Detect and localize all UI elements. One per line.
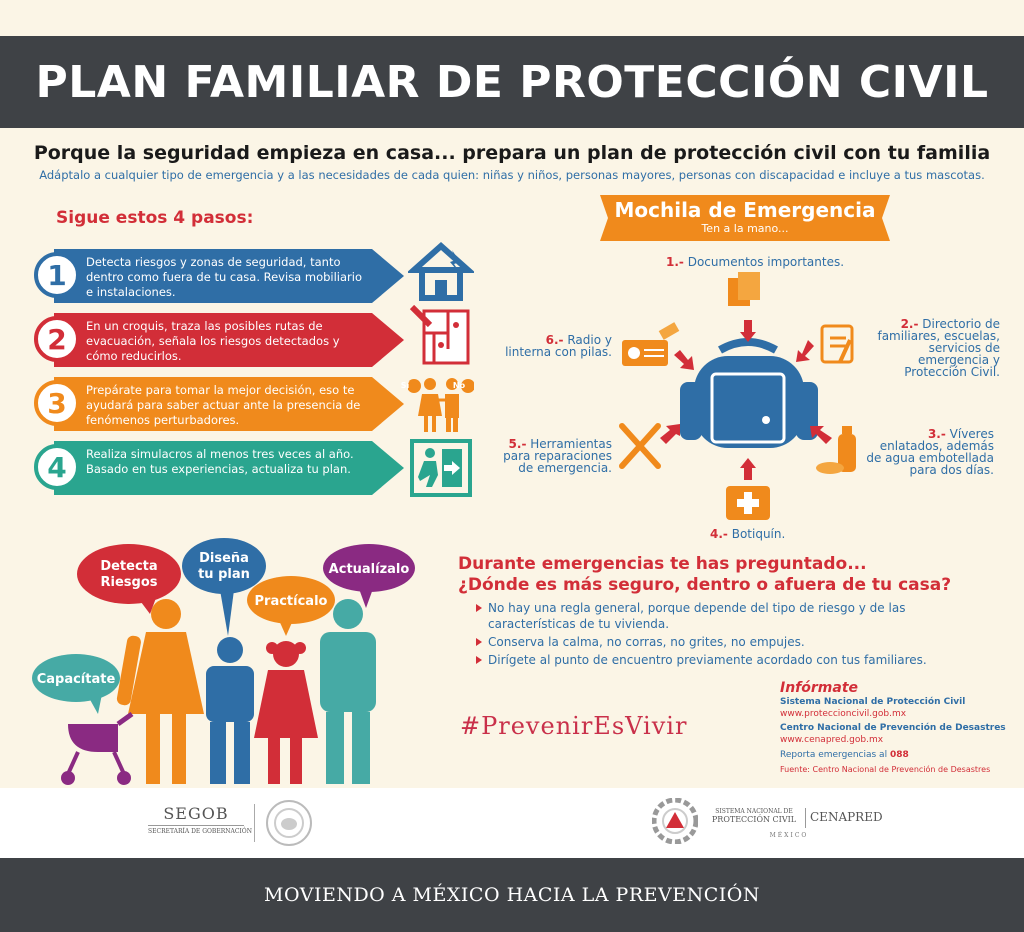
step-3-number: 3 (34, 380, 80, 426)
bubble-disena-text-2: tu plan (198, 567, 250, 582)
info-source: Fuente: Centro Nacional de Prevención de Desastres (780, 765, 991, 774)
backpack-diagram (600, 270, 900, 520)
house-icon (408, 240, 474, 302)
step-3 (34, 377, 404, 431)
bubble-disena-text-1: Diseña (199, 551, 249, 566)
bullet-item: No hay una regla general, porque depende del tipo de riesgo y de las características de tu vivienda. (476, 600, 956, 632)
exit-icon (408, 437, 474, 499)
info-report: Reporta emergencias al 088 (780, 750, 909, 760)
step-4 (34, 441, 404, 495)
bullet-item: Dirígete al punto de encuentro previamente acordado con tus familiares. (476, 652, 956, 668)
bubble-actualizalo-text: Actualízalo (328, 562, 410, 577)
during-line-1: Durante emergencias te has preguntado... (458, 554, 867, 574)
mochila-item-5: 5.- Herramientas para reparaciones de emergencia. (503, 437, 612, 475)
hashtag: #PrevenirEsVivir (460, 712, 688, 740)
bubble-detecta-text-2: Riesgos (100, 575, 158, 590)
top-band (0, 0, 1024, 36)
footer-bar (0, 858, 1024, 932)
info-url1[interactable]: www.proteccioncivil.gob.mx (780, 709, 907, 719)
family-illustration (28, 538, 448, 788)
during-line-2: ¿Dónde es más seguro, dentro o afuera de tu casa? (458, 575, 952, 595)
mochila-item-4: 4.- Botiquín. (710, 527, 786, 541)
info-title: Infórmate (780, 680, 859, 696)
bubble-detecta-text-1: Detecta (100, 559, 158, 574)
mochila-item-1: 1.- Documentos importantes. (666, 255, 845, 269)
subtitle: Porque la seguridad empieza en casa... prepara un plan de protección civil con tu familia (33, 142, 991, 164)
stroller-icon (61, 714, 132, 785)
decision-no: No (452, 381, 466, 390)
divider (254, 804, 255, 842)
bubble-practicalo-text: Practícalo (254, 594, 328, 609)
step-1-number: 1 (34, 252, 80, 298)
step-1-text: Detecta riesgos y zonas de seguridad, tanto dentro como fuera de tu casa. Revisa mobiliario e instalaciones. (86, 255, 363, 299)
floorplan-icon (408, 305, 474, 367)
step-3-text: Prepárate para tomar la mejor decisión, eso te ayudará para saber actuar ante la presencia de fenómenos perturbadores. (86, 383, 361, 427)
mother-figure (116, 599, 204, 784)
info-panel (780, 680, 1010, 776)
sinaproc-text: SISTEMA NACIONAL DE PROTECCIÓN CIVIL (711, 808, 797, 824)
mochila-subtitle: Ten a la mano... (701, 222, 789, 235)
subtext: Adáptalo a cualquier tipo de emergencia y a las necesidades de cada quien: niñas y niños, personas mayores, personas con discapacidad e incluye a tus mascotas. (39, 168, 985, 182)
directory-icon (822, 326, 852, 362)
step-2 (34, 313, 404, 367)
proteccion-civil-logo-icon (652, 798, 698, 844)
girl-figure (254, 641, 318, 784)
bullet-item: Conserva la calma, no corras, no grites, no empujes. (476, 634, 956, 650)
bubble-capacitate-text: Capacítate (36, 672, 116, 687)
info-url2[interactable]: www.cenapred.gob.mx (780, 735, 884, 745)
footer-text: MOVIENDO A MÉXICO HACIA LA PREVENCIÓN (264, 884, 760, 906)
segob-logo: SEGOB SECRETARÍA DE GOBERNACIÓN (148, 804, 252, 835)
mexico-seal-icon (264, 798, 314, 848)
mexico-text: MÉXICO (769, 832, 809, 839)
step-4-text: Realiza simulacros al menos tres veces al año. Basado en tus experiencias, actualiza tu plan. (86, 447, 354, 476)
during-bullets (476, 600, 956, 670)
steps-heading: Sigue estos 4 pasos: (56, 208, 254, 228)
divider (805, 808, 806, 828)
mochila-item-2: 2.- Directorio de familiares, escuelas, servicios de emergencia y Protección Civil. (877, 317, 1000, 379)
step-2-number: 2 (34, 316, 80, 362)
cenapred-text: CENAPRED (810, 810, 883, 824)
title-bar (0, 36, 1024, 128)
radio-flashlight-icon (622, 322, 679, 366)
mochila-item-6: 6.- Radio y linterna con pilas. (505, 333, 612, 359)
page-title: PLAN FAMILIAR DE PROTECCIÓN CIVIL (35, 56, 989, 108)
documents-icon (728, 272, 760, 306)
decision-si: Sí (400, 381, 410, 390)
info-org1: Sistema Nacional de Protección Civil (780, 697, 966, 707)
tools-icon (622, 426, 658, 466)
first-aid-icon (726, 486, 770, 520)
during-emergencies (458, 554, 998, 596)
mochila-title: Mochila de Emergencia (614, 198, 876, 222)
step-1 (34, 249, 404, 303)
mochila-item-3: 3.- Víveres enlatados, además de agua embotellada para dos días. (866, 427, 994, 477)
step-4-number: 4 (34, 444, 80, 490)
father-figure (320, 599, 376, 784)
step-2-text: En un croquis, traza las posibles rutas de evacuación, señala los riesgos detectados y cómo reducirlos. (86, 319, 340, 363)
info-org2: Centro Nacional de Prevención de Desastres (780, 723, 1006, 733)
boy-figure (206, 637, 254, 784)
